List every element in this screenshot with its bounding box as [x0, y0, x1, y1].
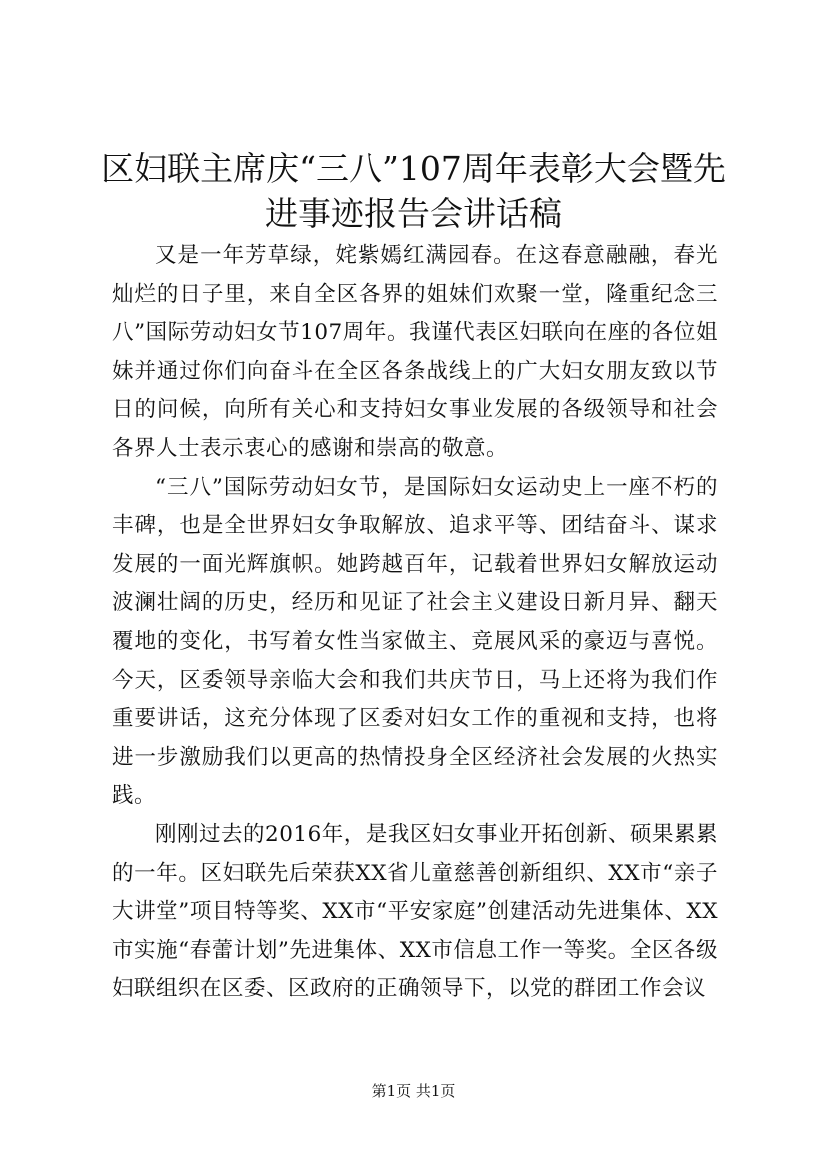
title-line-2: 进事迹报告会讲话稿	[265, 194, 562, 233]
paragraph-1: 又是一年芳草绿，姹紫嫣红满园春。在这春意融融，春光灿烂的日子里，来自全区各界的姐妹们欢聚一堂，隆重纪念三八”国际劳动妇女节107周年。我谨代表区妇联向在座的各位姐妹并通过你们向奋斗在全区各条战线上的广大妇女朋友致以节日的问候，向所有关心和支持妇女事业发展的各级领导和社会各界人士表示衷心的感谢和崇高的敬意。	[112, 243, 718, 461]
page-footer: 第1页 共1页	[371, 1082, 456, 1100]
paragraph-3: 刚刚过去的2016年，是我区妇女事业开拓创新、硕果累累的一年。区妇联先后荣获XX省儿童慈善创新组织、XX市“亲子大讲堂”项目特等奖、XX市“平安家庭”创建活动先进集体、XX市实施“春蕾计划”先进集体、XX市信息工作一等奖。全区各级妇联组织在区委、区政府的正确领导下，以党的群团工作会议	[112, 821, 718, 1002]
title-line-1: 区妇联主席庆“三八”107周年表彰大会暨先	[101, 149, 726, 188]
document-body	[112, 237, 718, 1009]
document-title	[70, 146, 757, 236]
paragraph-2: “三八”国际劳动妇女节，是国际妇女运动史上一座不朽的丰碑，也是全世界妇女争取解放、追求平等、团结奋斗、谋求发展的一面光辉旗帜。她跨越百年，记载着世界妇女解放运动波澜壮阔的历史，经历和见证了社会主义建设日新月异、翻天覆地的变化，书写着女性当家做主、竞展风采的豪迈与喜悦。今天，区委领导亲临大会和我们共庆节日，马上还将为我们作重要讲话，这充分体现了区委对妇女工作的重视和支持，也将进一步激励我们以更高的热情投身全区经济社会发展的火热实践。	[112, 474, 718, 809]
